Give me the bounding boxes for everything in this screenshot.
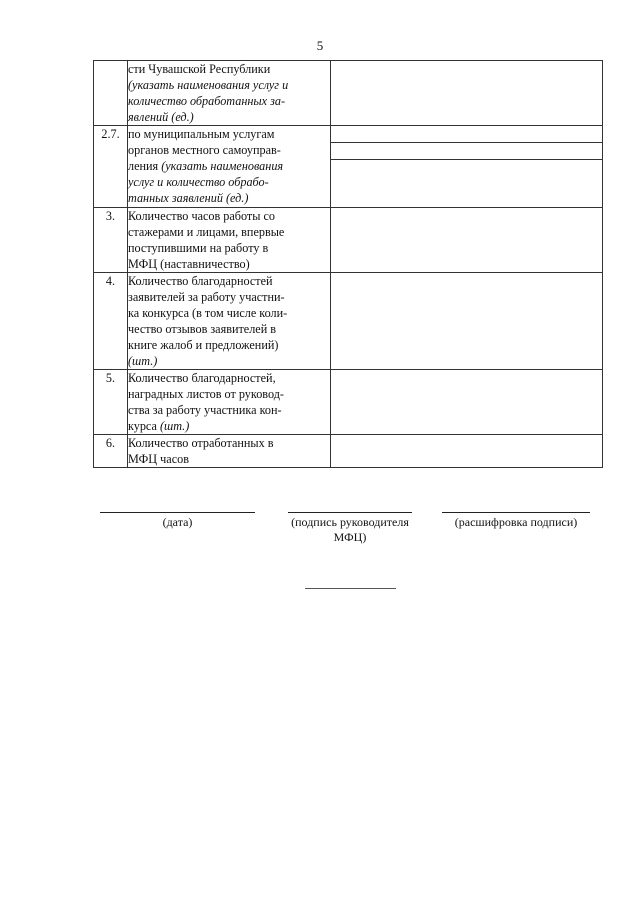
page-number: 5 <box>316 38 324 53</box>
row-description <box>128 370 331 435</box>
description-line: Количество благодарностей, <box>128 371 276 385</box>
row-number: 5. <box>94 370 128 435</box>
signature-caption-line2: МФЦ) <box>333 530 367 544</box>
description-line: ка конкурса (в том числе коли- <box>128 306 288 320</box>
description-line: сти Чувашской Республики <box>128 62 271 76</box>
row-value-cell[interactable] <box>331 273 603 370</box>
description-line: МФЦ (наставничество) <box>128 257 250 271</box>
row-value-cell[interactable] <box>331 370 603 435</box>
description-line: явлений (ед.) <box>128 110 194 124</box>
description-line: Количество часов работы со <box>128 209 275 223</box>
description-line: Количество отработанных в <box>128 436 274 450</box>
row-number <box>94 61 128 126</box>
description-line: органов местного самоуправ- <box>128 143 281 157</box>
date-line <box>100 512 255 513</box>
description-line: книге жалоб и предложений) <box>128 338 279 352</box>
row-number: 6. <box>94 435 128 468</box>
table-row <box>94 61 603 126</box>
table-row <box>94 208 603 273</box>
row-description <box>128 435 331 468</box>
row-value-cell[interactable] <box>331 126 603 208</box>
value-subcell[interactable] <box>331 160 602 207</box>
date-field <box>100 512 255 530</box>
row-description <box>128 126 331 208</box>
row-number: 3. <box>94 208 128 273</box>
description-line: наградных листов от руковод- <box>128 387 284 401</box>
row-description <box>128 61 331 126</box>
description-line: стажерами и лицами, впервые <box>128 225 285 239</box>
row-description <box>128 208 331 273</box>
end-divider <box>305 588 396 589</box>
row-number: 4. <box>94 273 128 370</box>
description-line: Количество благодарностей <box>128 274 273 288</box>
description-line: (шт.) <box>128 354 158 368</box>
signature-field <box>288 512 412 545</box>
value-subcell[interactable] <box>331 126 602 143</box>
decoding-caption: (расшифровка подписи) <box>454 515 578 529</box>
description-line: чество отзывов заявителей в <box>128 322 277 336</box>
description-line: танных заявлений (ед.) <box>128 191 249 205</box>
description-line: МФЦ часов <box>128 452 189 466</box>
table-row <box>94 273 603 370</box>
table-row <box>94 435 603 468</box>
description-line: курса (шт.) <box>128 419 190 433</box>
row-description <box>128 273 331 370</box>
row-number: 2.7. <box>94 126 128 208</box>
description-line: заявителей за работу участни- <box>128 290 285 304</box>
description-line: (указать наименования услуг и <box>128 78 289 92</box>
row-value-cell[interactable] <box>331 435 603 468</box>
description-line: ления (указать наименования <box>128 159 284 173</box>
date-caption: (дата) <box>162 515 193 529</box>
signature-line <box>288 512 412 513</box>
table-row <box>94 126 603 208</box>
decoding-field <box>442 512 590 530</box>
table-row <box>94 370 603 435</box>
description-line: услуг и количество обрабо- <box>128 175 269 189</box>
row-value-cell[interactable] <box>331 61 603 126</box>
indicators-table <box>93 60 603 468</box>
signature-caption-line1: (подпись руководителя <box>291 515 409 529</box>
description-line: по муниципальным услугам <box>128 127 275 141</box>
row-value-cell[interactable] <box>331 208 603 273</box>
description-line: количество обработанных за- <box>128 94 286 108</box>
value-subcell[interactable] <box>331 143 602 160</box>
description-line: ства за работу участника кон- <box>128 403 282 417</box>
description-line: поступившими на работу в <box>128 241 269 255</box>
decoding-line <box>442 512 590 513</box>
